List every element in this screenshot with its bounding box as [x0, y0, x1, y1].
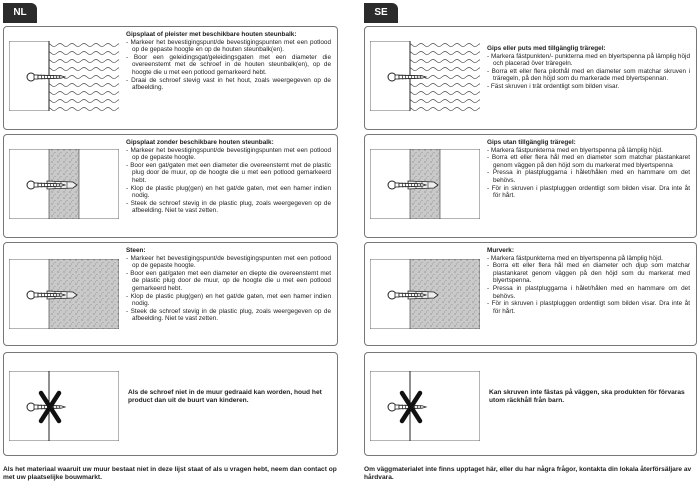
no-mount-x-illustration	[370, 371, 480, 441]
instruction-step: - Klop de plastic plug(gen) en het gat/de gaten, met een hamer indien nodig.	[126, 293, 331, 308]
section-title: Gipsplaat zonder beschikbare houten steunbalk:	[126, 139, 274, 146]
masonry-plug-illustration	[370, 259, 480, 329]
section-panel-se-wood-stud	[364, 26, 697, 130]
instruction-step: - För in skruven i plastpluggen ordentligt som bilden visar. Dra inte åt för hårt.	[487, 300, 690, 315]
instruction-step: - Markera fästpunkten/- punkterna med en blyertspenna på lämplig höjd och placerad över träregeln.	[487, 53, 690, 68]
instruction-step: - Pressa in plastpluggarna i hålet/hålen med en hammare om det behövs.	[487, 169, 690, 184]
warning-panel-se	[364, 352, 697, 456]
no-mount-x-illustration	[9, 371, 119, 441]
warning-text: Kan skruven inte fästas på väggen, ska produkten för förvaras utom räckhåll från barn.	[489, 389, 685, 404]
footer-note-nl: Als het materiaal waaruit uw muur bestaat niet in deze lijst staat of als u vragen hebt, neem dan contact op met uw plaatselijke bouwmarkt.	[3, 466, 337, 481]
instruction-step: - Boor een gat/gaten met een diameter en diepte die overeenstemt met de plastic plug door de muur, op de hoogte die u met een potlood gemarkeerd hebt.	[126, 270, 331, 293]
instruction-step: - För in skruven i plastpluggen ordentligt som bilden visar. Dra inte åt för hårt.	[487, 185, 690, 200]
section-title: Gipsplaat of pleister met beschikbare houten steunbalk:	[126, 31, 297, 38]
section-panel-se-masonry	[364, 242, 697, 346]
wood-stud-screw-illustration	[9, 41, 119, 111]
drywall-plug-illustration	[370, 149, 480, 219]
footer-note-se: Om väggmaterialet inte finns upptaget här, eller du har några frågor, kontakta din lokala återförsäljare av hårdvara.	[364, 466, 692, 481]
instruction-step: - Klop de plastic plug(gen) en het gat/de gaten, met een hamer indien nodig.	[126, 185, 331, 200]
section-panel-nl-masonry	[3, 242, 338, 346]
instruction-step: - Markeer het bevestigingspunt/de bevestigingspunten met een potlood op de gepaste hoogte.	[126, 147, 331, 162]
masonry-plug-illustration	[9, 259, 119, 329]
instruction-step: - Steek de schroef stevig in de plastic plug, zoals weergegeven op de afbeelding. Niet te vast zetten.	[126, 200, 331, 215]
instruction-step: - Fäst skruven i trät ordentligt som bilden visar.	[487, 83, 690, 91]
section-text	[126, 139, 331, 215]
instruction-step: - Markeer het bevestigingspunt/de bevestigingspunten met een potlood op de gepaste hoogte en op de houten steunbalk(en).	[126, 39, 331, 54]
section-title: Gips eller puts med tillgänglig träregel:	[487, 45, 606, 52]
section-text	[487, 247, 690, 315]
section-title: Steen:	[126, 247, 146, 254]
instruction-step: - Pressa in plastpluggarna i hålet/hålen med en hammare om det behövs.	[487, 285, 690, 300]
section-text	[126, 31, 331, 92]
language-tab-nl: NL	[3, 3, 37, 23]
instruction-step: - Borra ett eller flera hål med en diameter och djup som matchar plastankaret genom väggen på den höjd som du markerat med blyertspenna.	[487, 262, 690, 285]
warning-text: Als de schroef niet in de muur gedraaid kan worden, houd het product dan uit de buurt van kinderen.	[128, 389, 322, 404]
instruction-step: - Markera fästpunkterna med en blyertspenna på lämplig höjd.	[487, 255, 690, 263]
section-panel-nl-wood-stud	[3, 26, 338, 130]
section-panel-se-drywall	[364, 134, 697, 238]
instruction-step: - Borra ett eller flera hål med en diameter som matchar plastankaret genom väggen på den höjd som du markerat med blyertspenna	[487, 154, 690, 169]
section-text	[487, 139, 690, 200]
language-tab-se: SE	[364, 3, 398, 23]
instruction-step: - Boor een gat/gaten met een diameter die overeenstemt met de plastic plug door de muur, op de hoogte die u met een potlood gemarkeerd hebt.	[126, 162, 331, 185]
section-text	[487, 45, 690, 91]
instruction-step: - Markeer het bevestigingspunt/de bevestigingspunten met een potlood op de gepaste hoogte.	[126, 255, 331, 270]
instruction-step: - Borra ett eller flera pilothål med en diameter som matchar skruven i träregeln, på den höjd som du markerade med blyertspennan.	[487, 68, 690, 83]
instruction-step: - Markera fästpunkterna med en blyertspenna på lämplig höjd.	[487, 147, 690, 155]
section-text	[126, 247, 331, 323]
wood-stud-screw-illustration	[370, 41, 480, 111]
instruction-step: - Draai de schroef stevig vast in het hout, zoals weergegeven op de afbeelding.	[126, 77, 331, 92]
section-title: Murverk:	[487, 247, 514, 254]
instruction-step: - Steek de schroef stevig in de plastic plug, zoals weergegeven op de afbeelding. Niet te vast zetten.	[126, 308, 331, 323]
section-panel-nl-drywall	[3, 134, 338, 238]
section-title: Gips utan tillgänglig träregel:	[487, 139, 576, 146]
drywall-plug-illustration	[9, 149, 119, 219]
instruction-step: - Boor een geleidingsgat/geleidingsgaten met een diameter die overeenstemt met de schroef in de houten steunbalk(en), op de hoogte die u met een potlood gemarkeerd hebt.	[126, 54, 331, 77]
warning-panel-nl	[3, 352, 338, 456]
